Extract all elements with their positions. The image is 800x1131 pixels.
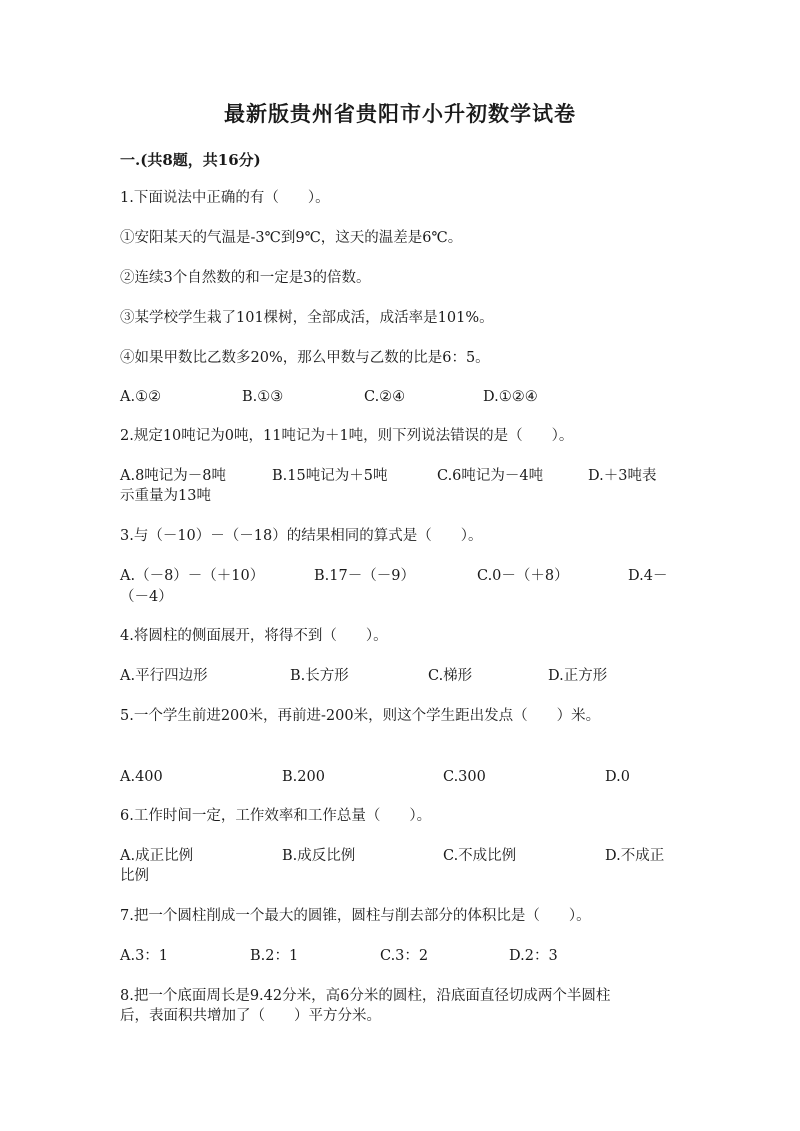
question-3-option-b: B.17－（－9）: [314, 568, 415, 584]
question-2-option-d-continuation: 示重量为13吨: [120, 488, 211, 504]
question-6-option-a: A.成正比例: [120, 848, 194, 864]
question-6-stem: 6.工作时间一定，工作效率和工作总量（ ）。: [120, 808, 432, 824]
question-1-option-a: A.①②: [120, 389, 162, 405]
question-3-option-a: A.（－8）－（＋10）: [120, 568, 265, 584]
question-5-option-d: D.0: [605, 769, 630, 785]
question-6-option-d-continuation: 比例: [120, 868, 149, 884]
question-2-option-c: C.6吨记为－4吨: [437, 468, 544, 484]
question-1-statement-2: ②连续3个自然数的和一定是3的倍数。: [120, 270, 371, 286]
question-2-option-d: D.＋3吨表: [588, 468, 657, 484]
question-5-stem: 5.一个学生前进200米，再前进-200米，则这个学生距出发点（ ）米。: [120, 708, 601, 724]
question-7-option-a: A.3：1: [120, 948, 169, 964]
question-2-stem: 2.规定10吨记为0吨，11吨记为＋1吨，则下列说法错误的是（ ）。: [120, 428, 574, 444]
question-1-option-b: B.①③: [242, 389, 284, 405]
question-3-option-c: C.0－（＋8）: [477, 568, 569, 584]
question-7-option-b: B.2：1: [250, 948, 299, 964]
page-title: 最新版贵州省贵阳市小升初数学试卷: [224, 101, 576, 126]
question-3-stem: 3.与（－10）－（－18）的结果相同的算式是（ ）。: [120, 528, 483, 544]
question-1-option-d: D.①②④: [483, 389, 538, 405]
question-4-option-d: D.正方形: [548, 668, 608, 684]
question-4-option-c: C.梯形: [428, 668, 473, 684]
question-1-stem: 1.下面说法中正确的有（ ）。: [120, 190, 330, 206]
question-1-option-c: C.②④: [364, 389, 406, 405]
question-6-option-c: C.不成比例: [443, 848, 517, 864]
question-4-option-b: B.长方形: [290, 668, 349, 684]
question-2-option-b: B.15吨记为＋5吨: [272, 468, 388, 484]
question-7-option-c: C.3：2: [380, 948, 429, 964]
question-1-statement-3: ③某学校学生栽了101棵树，全部成活，成活率是101%。: [120, 310, 494, 326]
question-4-stem: 4.将圆柱的侧面展开，将得不到（ ）。: [120, 628, 388, 644]
question-7-stem: 7.把一个圆柱削成一个最大的圆锥，圆柱与削去部分的体积比是（ ）。: [120, 908, 591, 924]
question-4-option-a: A.平行四边形: [120, 668, 208, 684]
section-heading: 一.(共8题，共16分): [120, 151, 261, 169]
question-1-statement-1: ①安阳某天的气温是-3℃到9℃，这天的温差是6℃。: [120, 230, 463, 246]
question-2-option-a: A.8吨记为－8吨: [120, 468, 227, 484]
question-5-option-c: C.300: [443, 769, 486, 785]
question-7-option-d: D.2：3: [509, 948, 558, 964]
question-1-statement-4: ④如果甲数比乙数多20%，那么甲数与乙数的比是6：5。: [120, 350, 490, 366]
question-3-option-d: D.4－: [628, 568, 668, 584]
question-5-option-b: B.200: [282, 769, 325, 785]
question-8-stem: 8.把一个底面周长是9.42分米，高6分米的圆柱，沿底面直径切成两个半圆柱: [120, 988, 611, 1004]
question-6-option-d: D.不成正: [605, 848, 665, 864]
question-8-stem-continuation: 后，表面积共增加了（ ）平方分米。: [120, 1008, 381, 1024]
question-5-option-a: A.400: [120, 769, 163, 785]
question-6-option-b: B.成反比例: [282, 848, 356, 864]
question-3-option-d-continuation: （－4）: [120, 589, 173, 605]
